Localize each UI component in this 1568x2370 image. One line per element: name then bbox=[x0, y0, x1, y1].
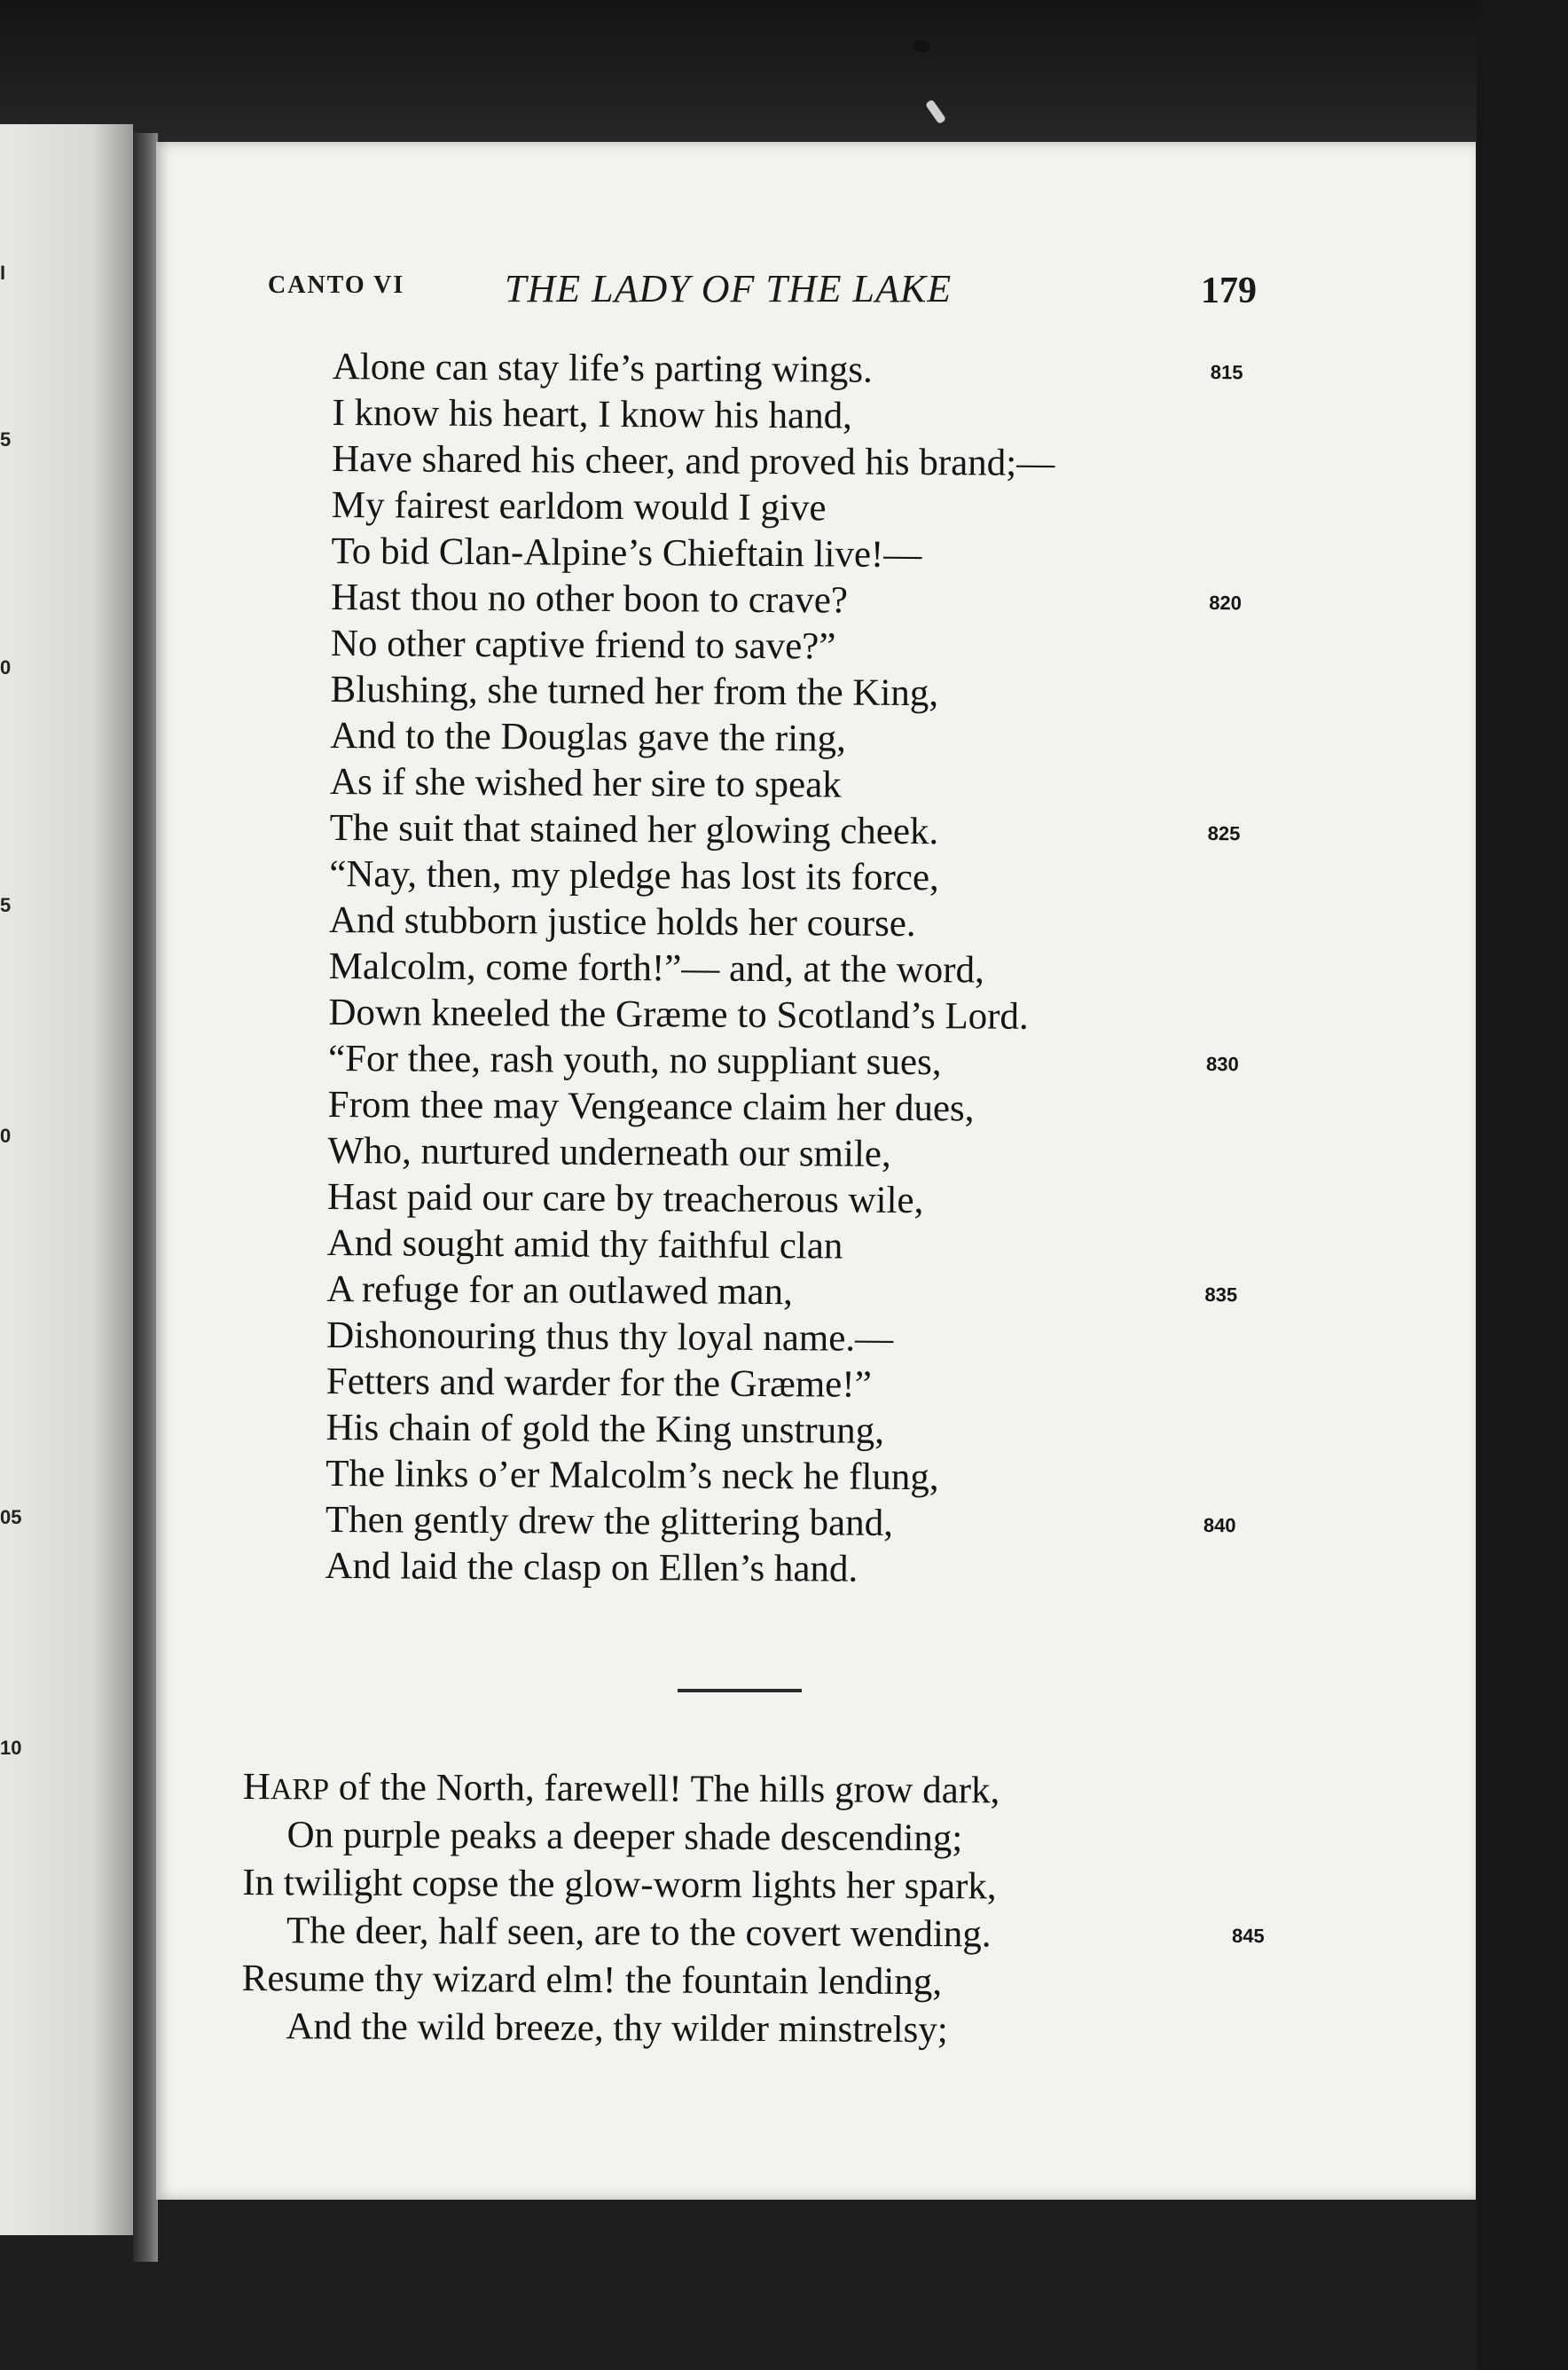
verse-text: From thee may Vengeance claim her dues, bbox=[327, 1083, 975, 1130]
line-number: 820 bbox=[1209, 592, 1243, 615]
drop-cap-letter: H bbox=[242, 1766, 271, 1809]
verse-line bbox=[328, 990, 1233, 1041]
verse-line bbox=[329, 805, 1241, 857]
verse-line bbox=[242, 1859, 1244, 1912]
verse-text: Dishonouring thus thy loyal name.— bbox=[326, 1314, 894, 1360]
verse-text: I know his heart, I know his hand, bbox=[332, 391, 853, 437]
verse-text: And to the Douglas gave the ring, bbox=[330, 714, 847, 760]
verse-text: Have shared his cheer, and proved his brand;— bbox=[332, 437, 1055, 484]
verse-text: The deer, half seen, are to the covert wending. bbox=[286, 1910, 992, 1956]
verse-text: A refuge for an outlawed man, bbox=[326, 1267, 793, 1314]
small-caps-word: ARP bbox=[270, 1773, 330, 1807]
verse-text: In twilight copse the glow-worm lights her spark, bbox=[242, 1861, 997, 1908]
left-margin-number: 0 bbox=[0, 656, 12, 679]
line-number: 845 bbox=[1231, 1924, 1265, 1948]
verse-text: No other captive friend to save?” bbox=[330, 622, 836, 668]
verse-text: And stubborn justice holds her course. bbox=[328, 899, 916, 946]
verse-text: Malcolm, come forth!”— and, at the word, bbox=[328, 945, 984, 992]
verse-line bbox=[242, 1811, 1244, 1864]
stanza-block bbox=[325, 344, 1243, 1595]
verse-line bbox=[332, 436, 1236, 488]
verse-line bbox=[332, 344, 1243, 396]
left-margin-number: 5 bbox=[0, 894, 12, 916]
verse-text: Blushing, she turned her from the King, bbox=[330, 668, 939, 715]
section-divider-rule bbox=[678, 1689, 802, 1692]
verse-line bbox=[329, 898, 1234, 949]
left-margin-number: I bbox=[0, 262, 6, 284]
verse-text: “For thee, rash youth, no suppliant sues, bbox=[327, 1037, 942, 1084]
line-number: 815 bbox=[1210, 361, 1243, 384]
verse-text: Who, nurtured underneath our smile, bbox=[327, 1129, 891, 1175]
verse-text: “Nay, then, my pledge has lost its force, bbox=[329, 852, 939, 899]
verse-text: And sought amid thy faithful clan bbox=[326, 1221, 843, 1267]
verse-line bbox=[327, 1036, 1239, 1087]
verse-line bbox=[241, 2003, 1243, 2056]
verse-line bbox=[325, 1543, 1229, 1595]
verse-line bbox=[327, 1128, 1232, 1180]
verse-line bbox=[329, 944, 1234, 995]
running-title: THE LADY OF THE LAKE bbox=[505, 267, 953, 310]
verse-text: As if she wished her sire to speak bbox=[329, 760, 842, 806]
verse-line bbox=[331, 575, 1243, 626]
verse-line bbox=[325, 1497, 1236, 1549]
left-facing-page-edge bbox=[0, 124, 133, 2235]
verse-text: Resume thy wizard elm! the fountain lending, bbox=[241, 1957, 943, 2004]
verse-text: To bid Clan-Alpine’s Chieftain live!— bbox=[331, 530, 922, 577]
verse-line bbox=[332, 390, 1236, 442]
verse-text: Fetters and warder for the Græme!” bbox=[325, 1360, 872, 1406]
left-margin-number: 5 bbox=[0, 428, 12, 451]
verse-text: Then gently drew the glittering band, bbox=[325, 1498, 894, 1544]
verse-line bbox=[327, 1220, 1232, 1272]
verse-text: My fairest earldom would I give bbox=[331, 483, 827, 530]
verse-text: The suit that stained her glowing cheek. bbox=[329, 806, 939, 853]
verse-line bbox=[332, 483, 1236, 534]
line-number: 825 bbox=[1207, 822, 1241, 845]
line-number: 840 bbox=[1203, 1514, 1236, 1537]
left-margin-number: 0 bbox=[0, 1125, 12, 1147]
verse-text: And laid the clasp on Ellen’s hand. bbox=[325, 1544, 858, 1590]
verse-line bbox=[330, 759, 1235, 811]
page-number: 179 bbox=[1201, 271, 1257, 311]
verse-line bbox=[331, 529, 1235, 580]
verse-text: Hast thou no other boon to crave? bbox=[331, 576, 849, 622]
verse-line bbox=[330, 713, 1235, 765]
verse-line bbox=[327, 1174, 1232, 1226]
verse-text: Down kneeled the Græme to Scotland’s Lord. bbox=[328, 991, 1029, 1038]
verse-line bbox=[325, 1405, 1230, 1456]
verse-text: of the North, farewell! The hills grow dark, bbox=[328, 1766, 1000, 1812]
dust-speck bbox=[913, 40, 929, 52]
canto-label: CANTO VI bbox=[268, 271, 405, 299]
left-margin-number: 10 bbox=[0, 1737, 22, 1759]
book-gutter bbox=[133, 133, 158, 2262]
verse-text: Hast paid our care by treacherous wile, bbox=[326, 1175, 924, 1222]
verse-text: And the wild breeze, thy wilder minstrelsy; bbox=[286, 2005, 948, 2052]
verse-text: The links o’er Malcolm’s neck he flung, bbox=[325, 1452, 939, 1499]
verse-line bbox=[242, 1907, 1265, 1960]
verse-line bbox=[331, 621, 1235, 672]
scan-backdrop-right bbox=[1477, 0, 1568, 2370]
verse-line bbox=[325, 1451, 1230, 1503]
line-number: 830 bbox=[1205, 1053, 1239, 1076]
stanza-block-farewell bbox=[241, 1763, 1265, 2056]
verse-line bbox=[242, 1955, 1244, 2008]
verse-line bbox=[326, 1313, 1231, 1364]
scan-backdrop-top bbox=[0, 0, 1568, 142]
running-header bbox=[268, 266, 1257, 319]
verse-line bbox=[328, 1082, 1233, 1134]
verse-line bbox=[326, 1359, 1231, 1410]
verse-text: His chain of gold the King unstrung, bbox=[325, 1406, 885, 1452]
verse-line bbox=[243, 1763, 1245, 1817]
line-number: 835 bbox=[1204, 1283, 1238, 1307]
verse-text: On purple peaks a deeper shade descending; bbox=[286, 1814, 963, 1860]
verse-line bbox=[326, 1267, 1238, 1318]
left-margin-number: 05 bbox=[0, 1506, 22, 1528]
verse-line bbox=[329, 851, 1234, 903]
verse-line bbox=[330, 667, 1235, 718]
verse-text: Alone can stay life’s parting wings. bbox=[332, 345, 874, 391]
